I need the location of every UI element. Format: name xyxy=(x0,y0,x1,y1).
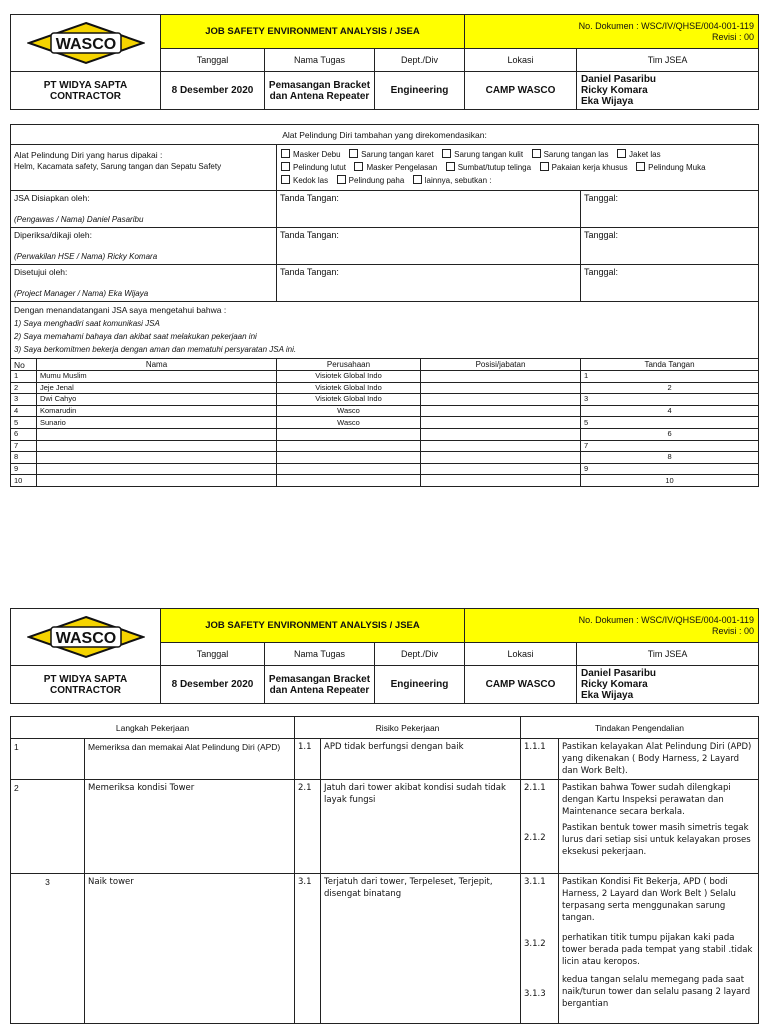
attendance-name xyxy=(37,475,277,487)
col-dept: Dept./Div xyxy=(375,49,465,72)
wasco-logo xyxy=(11,15,160,71)
attendance-no: 1 xyxy=(11,371,37,383)
attendance-row xyxy=(11,371,759,383)
date-field[interactable]: Tanggal: xyxy=(581,265,759,302)
attendance-name: Komarudin xyxy=(37,405,277,417)
attendance-name xyxy=(37,463,277,475)
logo-cell xyxy=(11,609,161,666)
attendance-name: Dwi Cahyo xyxy=(37,394,277,406)
attendance-row xyxy=(11,417,759,429)
attendance-position xyxy=(421,371,581,383)
wasco-logo xyxy=(11,609,160,665)
approval-reviewed: Diperiksa/dikaji oleh: (Perwakilan HSE / Nama) Ricky Komara xyxy=(11,228,277,265)
col-dept: Dept./Div xyxy=(375,643,465,666)
svg-text:WASCO: WASCO xyxy=(55,630,116,647)
attendance-row xyxy=(11,475,759,487)
attendance-signature[interactable]: 3 xyxy=(581,394,759,406)
attendance-name: Jeje Jenal xyxy=(37,382,277,394)
approval-approved: Disetujui oleh: (Project Manager / Nama) Eka Wijaya xyxy=(11,265,277,302)
attendance-signature[interactable]: 2 xyxy=(581,382,759,394)
svg-text:WASCO: WASCO xyxy=(55,36,116,53)
attendance-row xyxy=(11,452,759,464)
apd-option[interactable]: Sarung tangan kulit xyxy=(442,149,523,161)
attendance-company xyxy=(277,463,421,475)
attendance-position xyxy=(421,382,581,394)
jsea-header-2 xyxy=(10,608,759,704)
attendance-position xyxy=(421,417,581,429)
statement: Dengan menandatangani JSA saya mengetahui bahwa : 1) Saya menghadiri saat komunikasi JSA 2) Saya memahami bahaya dan akibat saat melakukan pekerjaan ini 3) Saya berkomitmen bekerja dengan aman dan mematuhi persyaratan JSA ini. xyxy=(11,302,759,359)
step-row: 2 Memeriksa kondisi Tower 2.1 Jatuh dari tower akibat kondisi sudah tidak layak fungsi 2.1.1 2.1.2 Pastikan bahwa Tower sudah dilengkapi dengan Kartu Inspeksi perawatan dan Maintenance secara berkala. Pastikan bentuk tower masih simetris tegak lurus dari setiap sisi untuk kelayakan proses eksekusi pekerjaan. xyxy=(11,780,759,874)
document-title: JOB SAFETY ENVIRONMENT ANALYSIS / JSEA xyxy=(161,15,465,49)
dept-value: Engineering xyxy=(375,72,465,110)
dept-value: Engineering xyxy=(375,666,465,704)
tim-value: Daniel Pasaribu Ricky Komara Eka Wijaya xyxy=(577,666,759,704)
attendance-name xyxy=(37,440,277,452)
apd-options xyxy=(277,145,759,191)
attendance-signature[interactable]: 8 xyxy=(581,452,759,464)
attendance-signature[interactable]: 4 xyxy=(581,405,759,417)
attendance-signature[interactable]: 7 xyxy=(581,440,759,452)
apd-option[interactable]: Masker Debu xyxy=(281,149,341,161)
jsea-header-1 xyxy=(10,14,759,110)
steps-header: Langkah Pekerjaan Risiko Pekerjaan Tindakan Pengendalian xyxy=(11,717,759,739)
apd-title: Alat Pelindung Diri tambahan yang direkomendasikan: xyxy=(11,125,759,145)
attendance-position xyxy=(421,452,581,464)
attendance-signature[interactable]: 1 xyxy=(581,371,759,383)
attendance-company: Visiotek Global Indo xyxy=(277,394,421,406)
date-field[interactable]: Tanggal: xyxy=(581,228,759,265)
attendance-header: No Nama Perusahaan Posisi/jabatan Tanda Tangan xyxy=(11,359,759,371)
signature-field[interactable]: Tanda Tangan: xyxy=(277,191,581,228)
attendance-no: 3 xyxy=(11,394,37,406)
apd-approval-table xyxy=(10,124,759,487)
step-row: 1 Memeriksa dan memakai Alat Pelindung Diri (APD) 1.1 APD tidak berfungsi dengan baik 1.1.1 Pastikan kelayakan Alat Pelindung Diri (APD) yang dikenakan ( Body Harness, 2 Layard dan Work Belt). xyxy=(11,739,759,780)
attendance-row xyxy=(11,405,759,417)
tanggal-value: 8 Desember 2020 xyxy=(161,666,265,704)
attendance-row xyxy=(11,440,759,452)
col-tim: Tim JSEA xyxy=(577,643,759,666)
col-lokasi: Lokasi xyxy=(465,643,577,666)
col-tanggal: Tanggal xyxy=(161,643,265,666)
attendance-company: Visiotek Global Indo xyxy=(277,382,421,394)
attendance-signature[interactable]: 6 xyxy=(581,428,759,440)
lokasi-value: CAMP WASCO xyxy=(465,666,577,704)
date-field[interactable]: Tanggal: xyxy=(581,191,759,228)
attendance-row xyxy=(11,394,759,406)
attendance-no: 2 xyxy=(11,382,37,394)
attendance-no: 9 xyxy=(11,463,37,475)
col-nama-tugas: Nama Tugas xyxy=(265,643,375,666)
apd-option[interactable]: Sarung tangan karet xyxy=(349,149,434,161)
attendance-signature[interactable]: 10 xyxy=(581,475,759,487)
tim-value: Daniel Pasaribu Ricky Komara Eka Wijaya xyxy=(577,72,759,110)
apd-option[interactable]: Jaket las xyxy=(617,149,661,161)
signature-field[interactable]: Tanda Tangan: xyxy=(277,228,581,265)
attendance-company: Visiotek Global Indo xyxy=(277,371,421,383)
attendance-position xyxy=(421,463,581,475)
document-number: No. Dokumen : WSC/IV/QHSE/004-001-119 Revisi : 00 xyxy=(465,15,759,49)
col-tanggal: Tanggal xyxy=(161,49,265,72)
wasco-logo-icon xyxy=(27,21,145,65)
attendance-no: 5 xyxy=(11,417,37,429)
apd-option[interactable]: lainnya, sebutkan : xyxy=(413,175,492,187)
tanggal-value: 8 Desember 2020 xyxy=(161,72,265,110)
steps-table xyxy=(10,716,759,1024)
attendance-company: Wasco xyxy=(277,405,421,417)
attendance-company xyxy=(277,440,421,452)
company-name: PT WIDYA SAPTA CONTRACTOR xyxy=(11,72,161,110)
apd-option[interactable]: Sumbat/tutup telinga xyxy=(446,162,531,174)
attendance-signature[interactable]: 9 xyxy=(581,463,759,475)
approval-prepared: JSA Disiapkan oleh: (Pengawas / Nama) Daniel Pasaribu xyxy=(11,191,277,228)
attendance-no: 10 xyxy=(11,475,37,487)
attendance-name: Mumu Muslim xyxy=(37,371,277,383)
attendance-name xyxy=(37,428,277,440)
lokasi-value: CAMP WASCO xyxy=(465,72,577,110)
document-number: No. Dokumen : WSC/IV/QHSE/004-001-119 Revisi : 00 xyxy=(465,609,759,643)
apd-option[interactable]: Sarung tangan las xyxy=(532,149,609,161)
col-nama-tugas: Nama Tugas xyxy=(265,49,375,72)
company-name: PT WIDYA SAPTA CONTRACTOR xyxy=(11,666,161,704)
attendance-name xyxy=(37,452,277,464)
attendance-signature[interactable]: 5 xyxy=(581,417,759,429)
attendance-no: 8 xyxy=(11,452,37,464)
attendance-no: 6 xyxy=(11,428,37,440)
attendance-name: Sunario xyxy=(37,417,277,429)
nama-tugas-value: Pemasangan Bracket dan Antena Repeater xyxy=(265,72,375,110)
apd-option[interactable]: Kedok las xyxy=(281,175,328,187)
attendance-position xyxy=(421,440,581,452)
apd-option[interactable]: Masker Pengelasan xyxy=(354,162,437,174)
apd-option[interactable]: Pakaian kerja khusus xyxy=(540,162,628,174)
signature-field[interactable]: Tanda Tangan: xyxy=(277,265,581,302)
attendance-company: Wasco xyxy=(277,417,421,429)
apd-option[interactable]: Pelindung paha xyxy=(337,175,405,187)
wasco-logo-icon xyxy=(27,615,145,659)
apd-option[interactable]: Pelindung lutut xyxy=(281,162,346,174)
attendance-company xyxy=(277,452,421,464)
attendance-no: 7 xyxy=(11,440,37,452)
attendance-company xyxy=(277,428,421,440)
nama-tugas-value: Pemasangan Bracket dan Antena Repeater xyxy=(265,666,375,704)
attendance-position xyxy=(421,428,581,440)
col-lokasi: Lokasi xyxy=(465,49,577,72)
attendance-position xyxy=(421,475,581,487)
attendance-no: 4 xyxy=(11,405,37,417)
apd-required: Alat Pelindung Diri yang harus dipakai : Helm, Kacamata safety, Sarung tangan dan Sepatu Safety xyxy=(11,145,277,191)
step-row: 3 Naik tower 3.1 Terjatuh dari tower, Terpeleset, Terjepit, disengat binatang 3.1.1 3.1.2 3.1.3 Pastikan Kondisi Fit Bekerja, APD ( bodi Harness, 2 Layard dan Work Belt ) Selalu terpasang serta menggunakan sarung tangan. perhatikan titik tumpu pijakan kaki pada tower berada pada tempat yang stabil .tidak licin atau keropos. kedua tangan selalu memegang pada saat naik/turun tower dan selalu pasang 2 layard bergantian xyxy=(11,874,759,1024)
col-tim: Tim JSEA xyxy=(577,49,759,72)
logo-cell xyxy=(11,15,161,72)
document-title: JOB SAFETY ENVIRONMENT ANALYSIS / JSEA xyxy=(161,609,465,643)
attendance-row xyxy=(11,382,759,394)
apd-option[interactable]: Pelindung Muka xyxy=(636,162,705,174)
attendance-company xyxy=(277,475,421,487)
attendance-position xyxy=(421,405,581,417)
attendance-row xyxy=(11,428,759,440)
attendance-row xyxy=(11,463,759,475)
attendance-position xyxy=(421,394,581,406)
